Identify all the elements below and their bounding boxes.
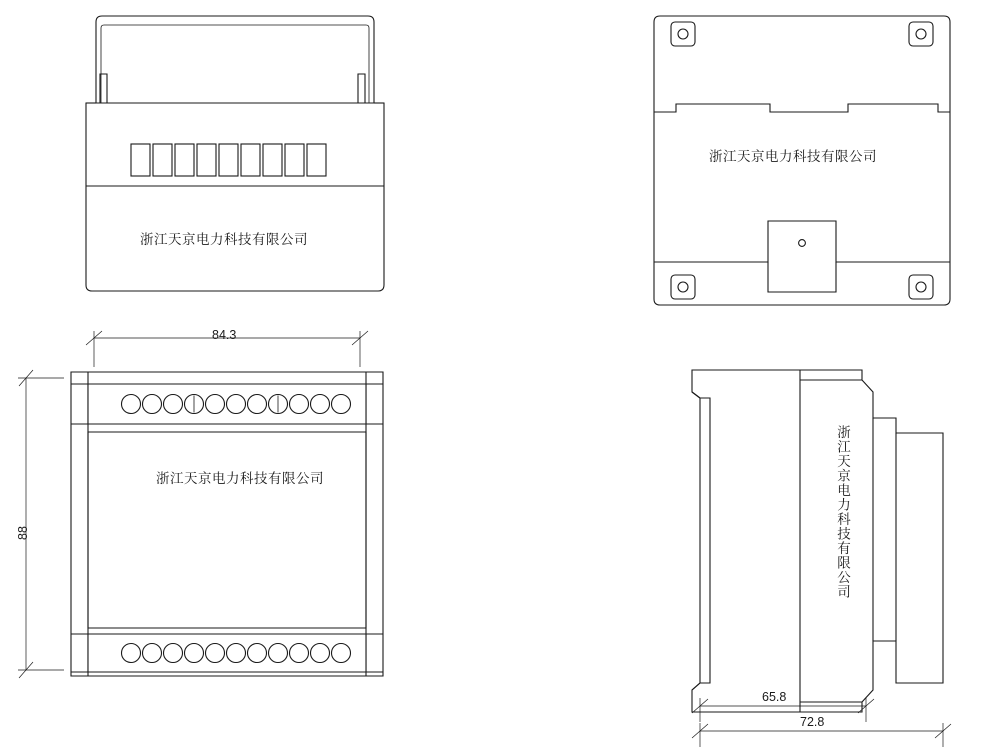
- terminal-row-bottom: [122, 644, 351, 663]
- bottom-left-view: [18, 331, 383, 678]
- top-left-view: [86, 16, 384, 291]
- dimension-value-depth-inner: 65.8: [762, 690, 787, 704]
- brand-label-front-dimensioned: 浙江天京电力科技有限公司: [156, 471, 324, 486]
- dimension-height: [18, 370, 64, 678]
- brand-label-side: 浙江天京电力科技有限公司: [835, 425, 850, 599]
- brand-label-rear: 浙江天京电力科技有限公司: [709, 149, 877, 164]
- dimension-value-height: 88: [16, 526, 30, 540]
- dimension-value-width: 84.3: [212, 328, 237, 342]
- vent-slot-group: [131, 144, 326, 176]
- bottom-right-view: [692, 370, 951, 747]
- dimension-value-depth-outer: 72.8: [800, 715, 825, 729]
- terminal-row-top: [122, 395, 351, 414]
- brand-label-front-upper: 浙江天京电力科技有限公司: [140, 232, 308, 247]
